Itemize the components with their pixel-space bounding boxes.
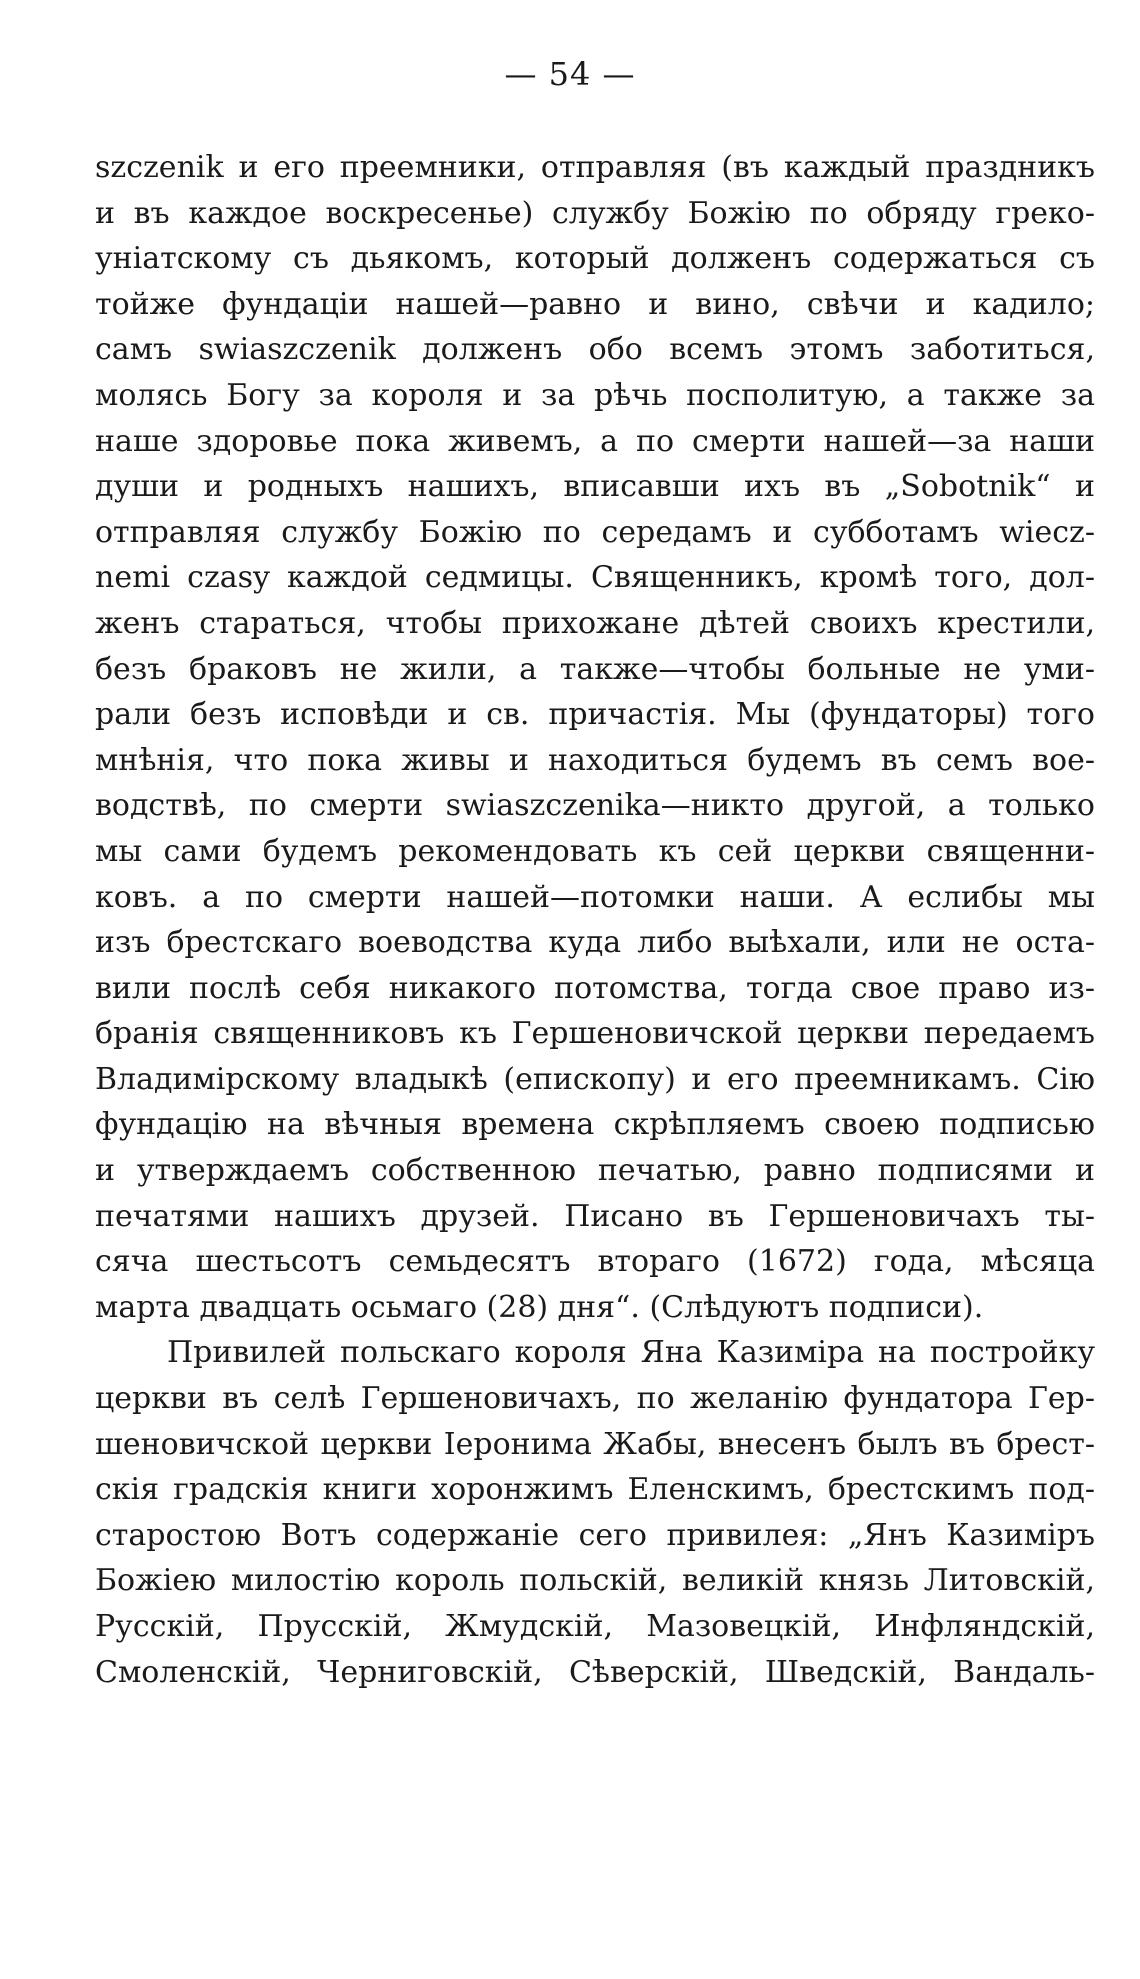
text-line: nemi czasy каждой седмицы. Священникъ, кромѣ того, дол- xyxy=(95,560,1095,596)
text-line: Русскій, Прусскій, Жмудскій, Мазовецкій, Инфляндскій, xyxy=(95,1609,1095,1644)
text-line: печатями нашихъ друзей. Писано въ Гершеновичахъ ты- xyxy=(95,1198,1095,1234)
text-line: шеновичской церкви Іеронима Жабы, внесенъ былъ въ брест- xyxy=(95,1426,1095,1462)
text-line: Смоленскій, Черниговскій, Сѣверскій, Шведскій, Вандаль- xyxy=(95,1654,1095,1690)
text-line: Привилей польскаго короля Яна Казиміра на постройку xyxy=(167,1335,1095,1371)
text-line: самъ swiaszczenik долженъ обо всемъ этомъ заботиться, xyxy=(95,332,1095,368)
text-line: изъ брестскаго воеводства куда либо выѣхали, или не оста- xyxy=(95,925,1095,961)
text-line: наше здоровье пока живемъ, а по смерти нашей—за наши xyxy=(95,423,1095,459)
text-line: водствѣ, по смерти swiaszczenika—никто другой, а только xyxy=(95,788,1095,824)
text-line: души и родныхъ нашихъ, вписавши ихъ въ „Sobotnik“ и xyxy=(95,469,1095,505)
text-line: бранія священниковъ къ Гершеновичской церкви передаемъ xyxy=(95,1016,1095,1052)
text-line: марта двадцать осьмаго (28) дня“. (Слѣдуютъ подписи). xyxy=(95,1289,984,1325)
text-line: вили послѣ себя никакого потомства, тогда свое право из- xyxy=(95,970,1095,1006)
text-line: сяча шестьсотъ семьдесятъ втораго (1672) года, мѣсяца xyxy=(95,1244,1095,1280)
text-line: церкви въ селѣ Гершеновичахъ, по желанію фундатора Гер- xyxy=(95,1381,1095,1417)
text-line: szczenik и его преемники, отправляя (въ каждый праздникъ xyxy=(95,150,1095,185)
text-line: фундацію на вѣчныя времена скрѣпляемъ своею подписью xyxy=(95,1107,1095,1143)
text-line: ковъ. а по смерти нашей—потомки наши. А еслибы мы xyxy=(95,879,1095,915)
page-number: — 54 — xyxy=(504,55,636,93)
text-line: и въ каждое воскресенье) службу Божію по обряду греко- xyxy=(95,195,1095,231)
text-line: рали безъ исповѣди и св. причастія. Мы (фундаторы) того xyxy=(95,697,1095,733)
text-line: молясь Богу за короля и за рѣчь посполитую, а также за xyxy=(95,377,1095,413)
text-line: скія градскія книги хоронжимъ Еленскимъ, брестскимъ под- xyxy=(95,1472,1095,1508)
text-line: уніатскому съ дьякомъ, который долженъ содержаться съ xyxy=(95,241,1095,277)
text-line: женъ стараться, чтобы прихожане дѣтей своихъ крестили, xyxy=(95,605,1095,641)
text-line: Божіею милостію король польскій, великій князь Литовскій, xyxy=(95,1563,1095,1599)
text-line: Владимірскому владыкѣ (епископу) и его преемникамъ. Сію xyxy=(95,1061,1095,1097)
body-text xyxy=(95,145,1095,1695)
text-line: и утверждаемъ собственною печатью, равно подписями и xyxy=(95,1153,1095,1189)
text-line: мнѣнія, что пока живы и находиться будемъ въ семъ вое- xyxy=(95,742,1095,778)
text-line: старостою Вотъ содержаніе сего привилея: „Янъ Казиміръ xyxy=(95,1517,1095,1553)
text-line: безъ браковъ не жили, а также—чтобы больные не уми- xyxy=(95,651,1095,687)
text-line: мы сами будемъ рекомендовать къ сей церкви священни- xyxy=(95,833,1095,869)
text-line: тойже фундаціи нашей—равно и вино, свѣчи и кадило; xyxy=(95,286,1095,322)
text-line: отправляя службу Божію по середамъ и субботамъ wiecz- xyxy=(95,514,1095,550)
